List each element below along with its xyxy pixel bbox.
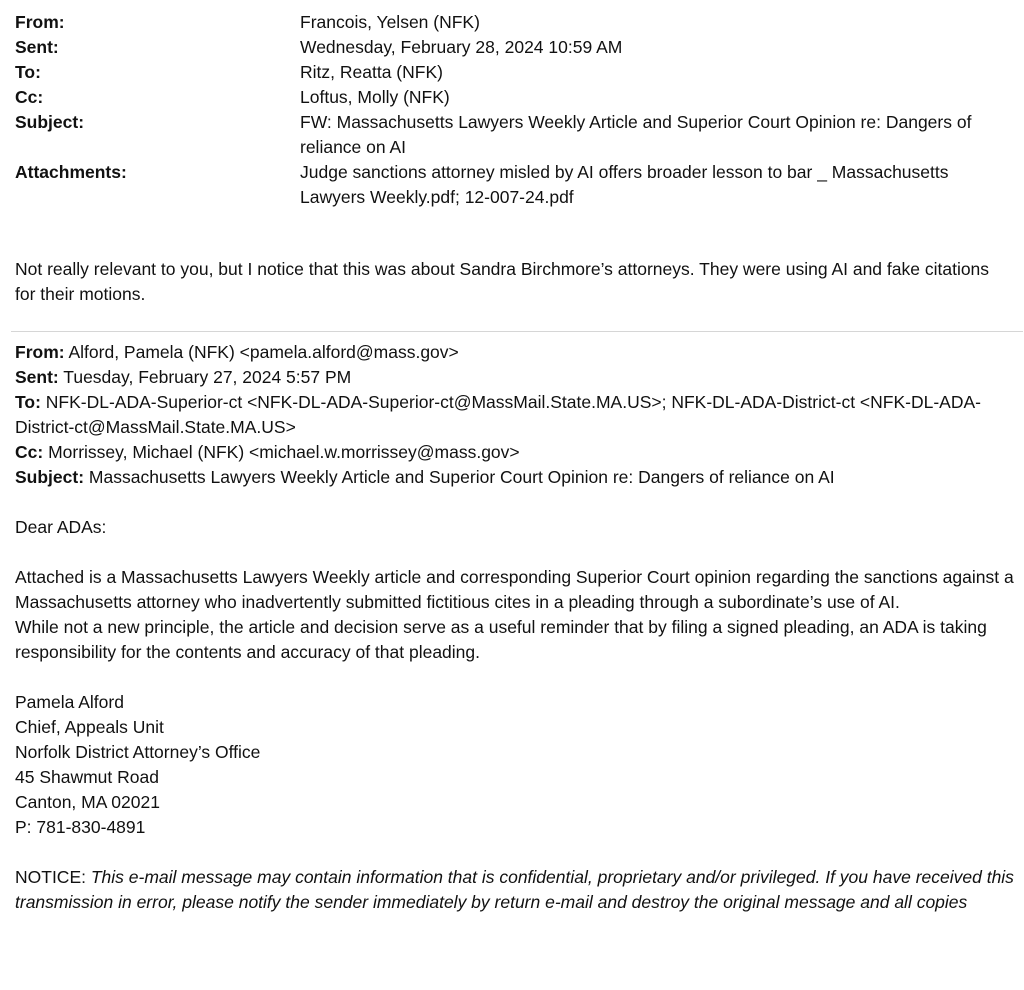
signature-city: Canton, MA 02021 xyxy=(15,792,160,812)
message-divider xyxy=(11,331,1023,332)
notice-text: This e-mail message may contain information that is confidential, proprietary and/or privileged. If you have received this transmission in error, please notify the sender immediately by return e-mail and destroy the original message and all copies xyxy=(15,867,1014,912)
original-from-label: From: xyxy=(15,342,65,362)
subject-value: FW: Massachusetts Lawyers Weekly Article and Superior Court Opinion re: Dangers of reliance on AI xyxy=(300,112,972,157)
original-to-label: To: xyxy=(15,392,41,412)
original-sent-value: Tuesday, February 27, 2024 5:57 PM xyxy=(58,367,352,387)
header-cc-row xyxy=(15,85,1010,110)
notice-label: NOTICE: xyxy=(15,867,91,887)
header-attachments-row xyxy=(15,160,1010,210)
forwarded-message xyxy=(15,340,1015,915)
attachments-value: Judge sanctions attorney misled by AI offers broader lesson to bar _ Massachusetts Lawyers Weekly.pdf; 12-007-24.pdf xyxy=(300,162,949,207)
signature-block xyxy=(15,690,1015,840)
original-to-line xyxy=(15,390,1015,440)
header-subject-row xyxy=(15,110,1010,160)
signature-office: Norfolk District Attorney’s Office xyxy=(15,742,261,762)
signature-name: Pamela Alford xyxy=(15,692,124,712)
to-label: To: xyxy=(15,62,41,82)
original-cc-line xyxy=(15,440,1015,465)
confidentiality-notice xyxy=(15,865,1015,915)
original-from-line xyxy=(15,340,1015,365)
signature-street: 45 Shawmut Road xyxy=(15,767,159,787)
body-paragraph-1: Attached is a Massachusetts Lawyers Weekly article and corresponding Superior Court opinion regarding the sanctions against a Massachusetts attorney who inadvertently submitted fictitious cites in a pleading through a subordinate’s use of AI. xyxy=(15,567,1014,612)
cc-value: Loftus, Molly (NFK) xyxy=(300,87,450,107)
from-value: Francois, Yelsen (NFK) xyxy=(300,12,480,32)
signature-title: Chief, Appeals Unit xyxy=(15,717,164,737)
greeting: Dear ADAs: xyxy=(15,517,107,537)
original-cc-label: Cc: xyxy=(15,442,44,462)
original-sent-line xyxy=(15,365,1015,390)
attachments-label: Attachments: xyxy=(15,162,127,182)
from-label: From: xyxy=(15,12,65,32)
signature-phone: P: 781-830-4891 xyxy=(15,817,146,837)
forward-note: Not really relevant to you, but I notice that this was about Sandra Birchmore’s attorneys. They were using AI and fake citations for their motions. xyxy=(15,259,990,304)
subject-label: Subject: xyxy=(15,112,85,132)
original-from-value: Alford, Pamela (NFK) <pamela.alford@mass.gov> xyxy=(64,342,459,362)
header-to-row xyxy=(15,60,1010,85)
header-from-row xyxy=(15,10,1010,35)
sent-value: Wednesday, February 28, 2024 10:59 AM xyxy=(300,37,623,57)
original-cc-value: Morrissey, Michael (NFK) <michael.w.morrissey@mass.gov> xyxy=(43,442,520,462)
sent-label: Sent: xyxy=(15,37,59,57)
cc-label: Cc: xyxy=(15,87,44,107)
original-subject-label: Subject: xyxy=(15,467,85,487)
original-sent-label: Sent: xyxy=(15,367,59,387)
original-subject-value: Massachusetts Lawyers Weekly Article and Superior Court Opinion re: Dangers of reliance on AI xyxy=(84,467,835,487)
header-sent-row xyxy=(15,35,1010,60)
to-value: Ritz, Reatta (NFK) xyxy=(300,62,443,82)
original-to-value: NFK-DL-ADA-Superior-ct <NFK-DL-ADA-Superior-ct@MassMail.State.MA.US>; NFK-DL-ADA-District-ct <NFK-DL-ADA-District-ct@MassMail.State.MA.US> xyxy=(15,392,981,437)
original-subject-line xyxy=(15,465,1015,490)
body-paragraph-2: While not a new principle, the article and decision serve as a useful reminder that by filing a signed pleading, an ADA is taking responsibility for the contents and accuracy of that pleading. xyxy=(15,617,987,662)
outer-email-header xyxy=(15,10,1010,210)
